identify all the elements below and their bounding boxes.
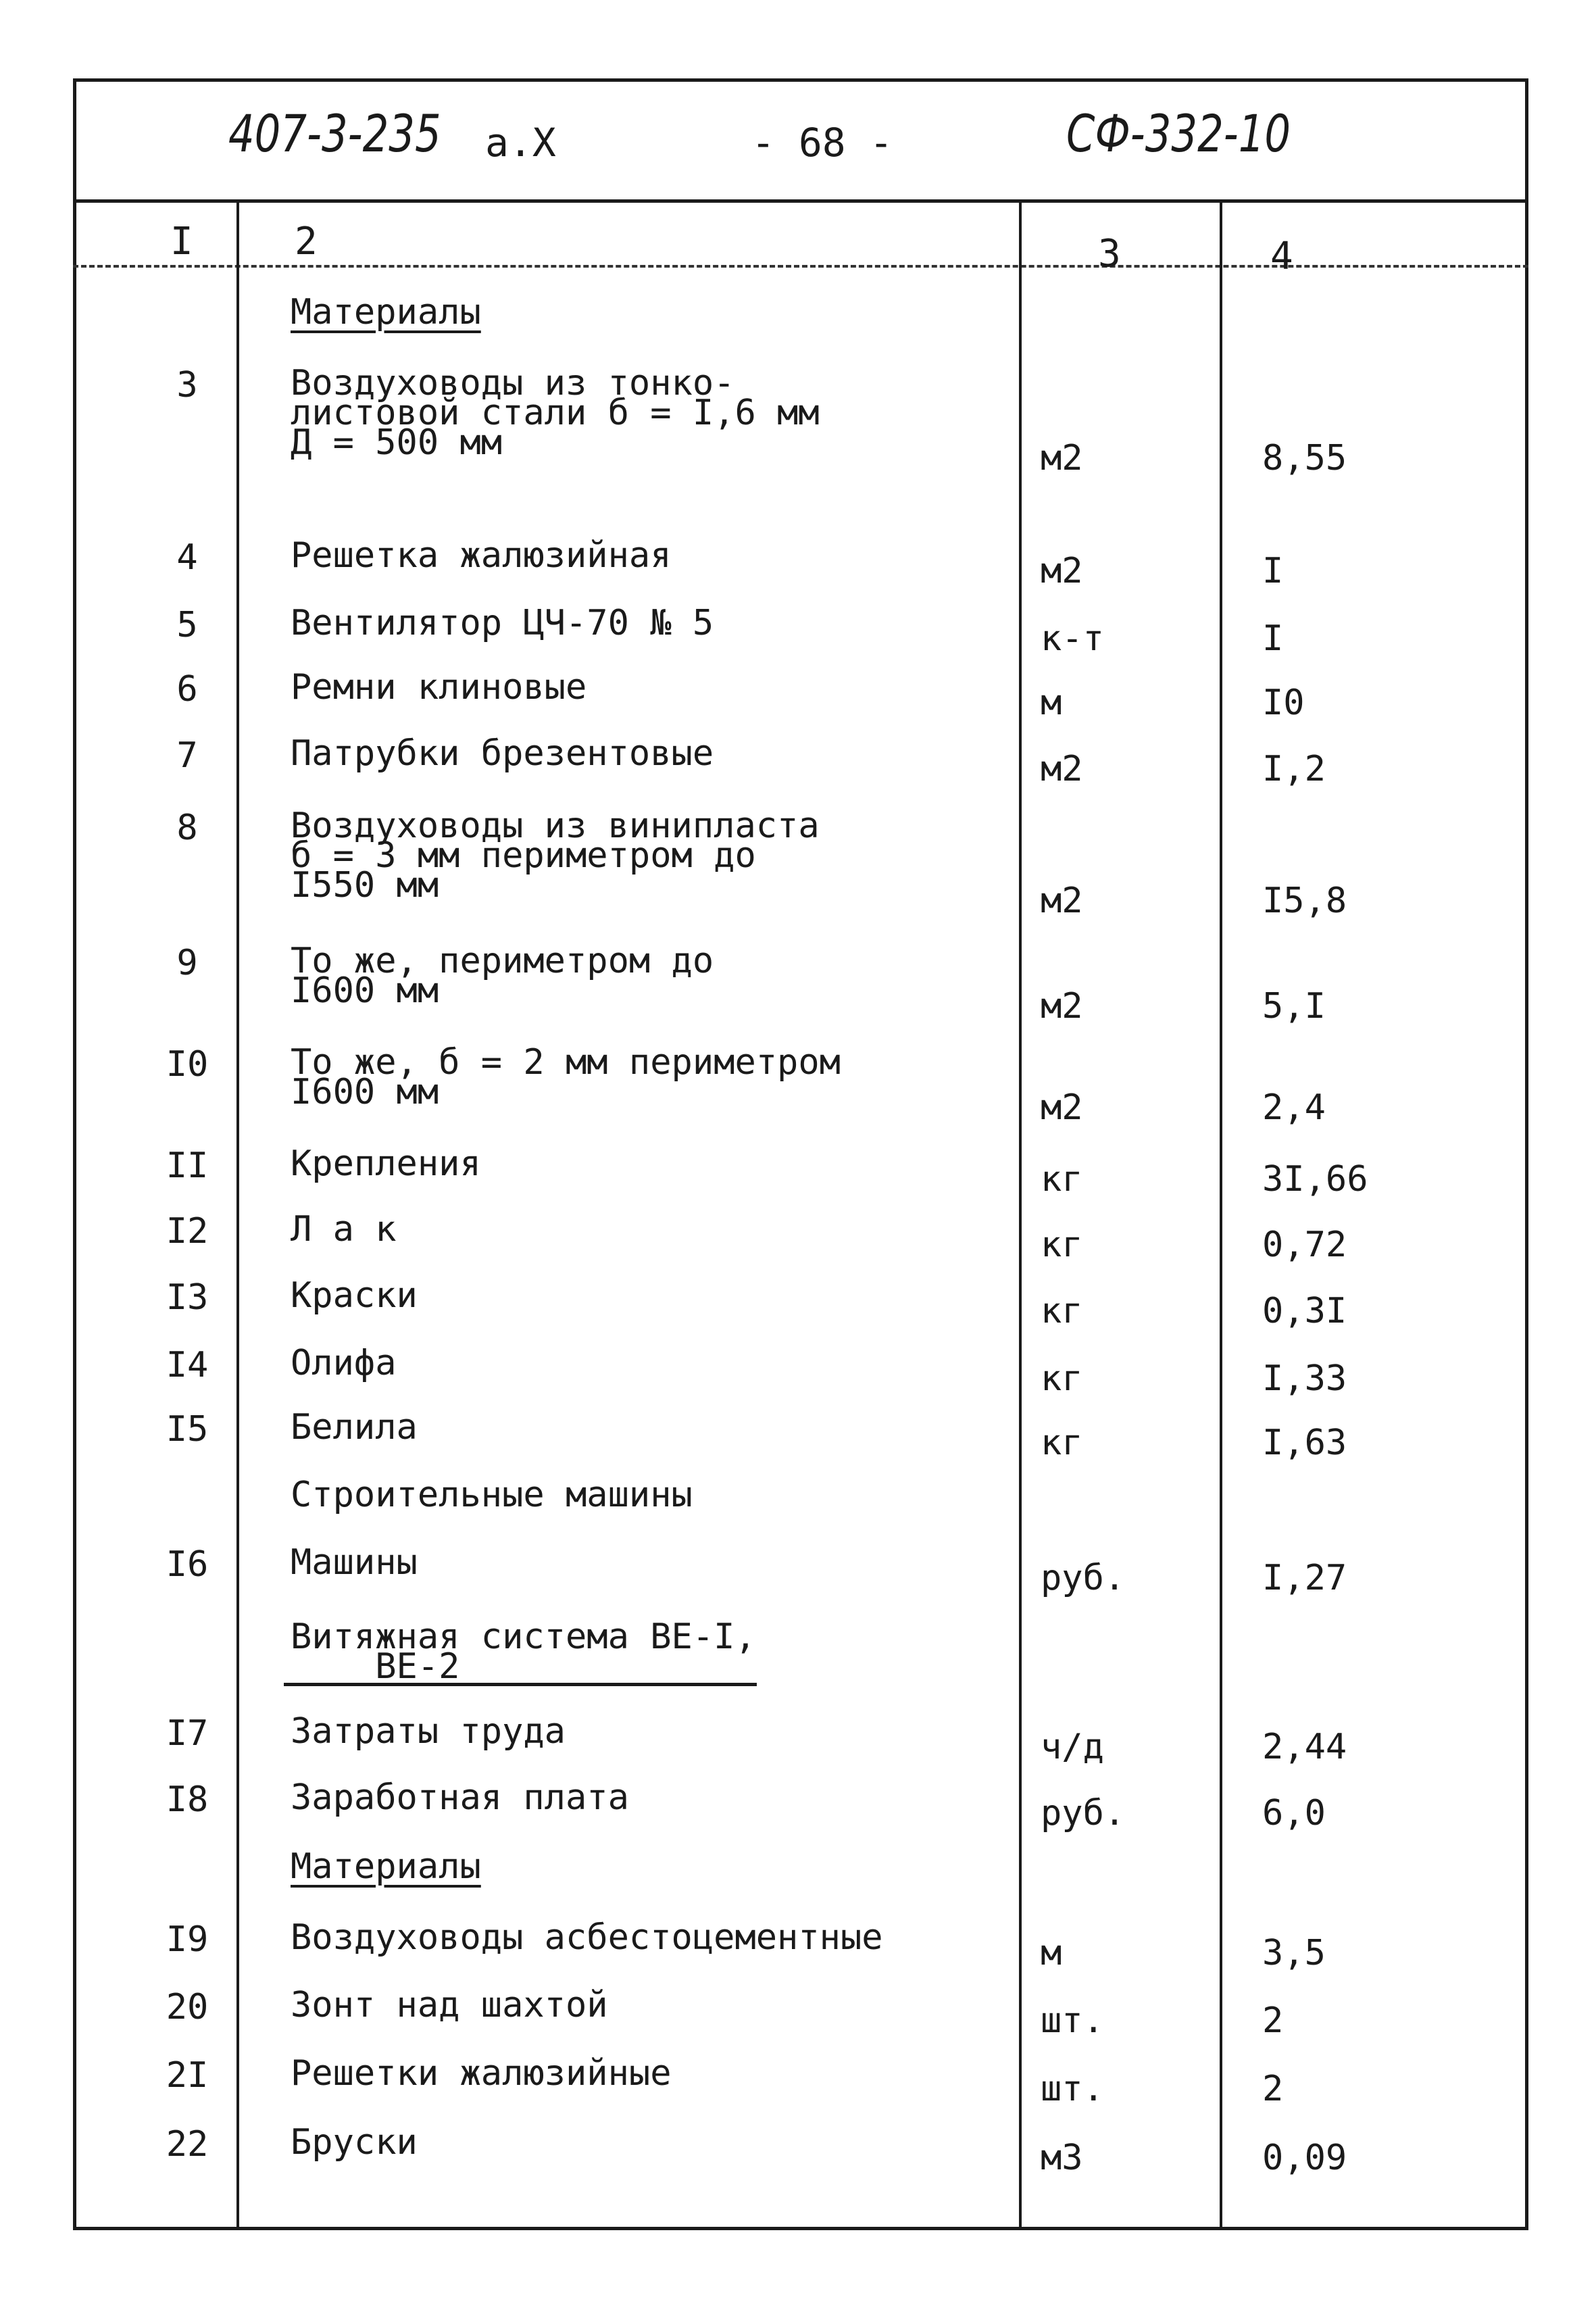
- album-label: а.X: [485, 120, 556, 166]
- column-divider-1: [236, 203, 239, 2227]
- item-name: Воздуховоды из винипласта б = 3 мм периметром до I550 мм: [291, 806, 820, 906]
- item-name: То же, б = 2 мм периметром I600 мм: [291, 1042, 841, 1112]
- item-name: Краски: [291, 1275, 418, 1316]
- item-unit: руб.: [1041, 1558, 1126, 1598]
- item-unit: кг: [1041, 1159, 1083, 1200]
- row-number: II: [166, 1146, 209, 1186]
- item-quantity: 3,5: [1262, 1933, 1326, 1973]
- item-unit: м: [1041, 1933, 1062, 1973]
- row-number: I3: [166, 1277, 209, 1318]
- page-number: - 68 -: [751, 120, 893, 166]
- item-unit: м2: [1041, 986, 1083, 1027]
- item-quantity: 2: [1262, 2000, 1284, 2041]
- item-name: Воздуховоды из тонко- листовой стали б = I,6 мм Д = 500 мм: [291, 363, 820, 463]
- column-header-name: 2: [295, 220, 318, 264]
- item-unit: кг: [1041, 1358, 1083, 1399]
- item-name: Олифа: [291, 1343, 397, 1383]
- item-unit: шт.: [1041, 2000, 1104, 2041]
- item-quantity: I: [1262, 551, 1284, 591]
- item-unit: шт.: [1041, 2069, 1104, 2109]
- item-quantity: 2,4: [1262, 1087, 1326, 1128]
- item-unit: м2: [1041, 438, 1083, 478]
- row-number: 5: [176, 605, 198, 645]
- item-name: Зонт над шахтой: [291, 1985, 608, 2025]
- row-number: I5: [166, 1409, 209, 1450]
- item-quantity: I5,8: [1262, 881, 1347, 921]
- item-quantity: 0,09: [1262, 2138, 1347, 2178]
- item-name: Крепления: [291, 1143, 481, 1184]
- item-unit: м2: [1041, 1087, 1083, 1128]
- item-quantity: I,2: [1262, 749, 1326, 789]
- row-number: I8: [166, 1779, 209, 1820]
- item-name: Белила: [291, 1407, 418, 1448]
- item-quantity: I0: [1262, 683, 1305, 723]
- item-name: Бруски: [291, 2122, 418, 2163]
- item-quantity: 0,3I: [1262, 1291, 1347, 1331]
- column-header-divider: [73, 265, 1528, 268]
- item-unit: руб.: [1041, 1793, 1126, 1833]
- sheet-code: СФ-332-10: [1066, 103, 1291, 164]
- item-name: Л а к: [291, 1209, 397, 1250]
- document-code: 407-3-235: [228, 103, 441, 164]
- section-heading: Материалы: [291, 292, 481, 333]
- column-header-quantity: 4: [1270, 235, 1293, 278]
- item-name: Заработная плата: [291, 1777, 629, 1818]
- item-unit: кг: [1041, 1423, 1083, 1463]
- item-unit: м2: [1041, 551, 1083, 591]
- item-unit: ч/д: [1041, 1727, 1104, 1767]
- item-quantity: 3I,66: [1262, 1159, 1368, 1200]
- column-header-number: I: [170, 220, 193, 264]
- item-quantity: 8,55: [1262, 438, 1347, 478]
- column-divider-3: [1220, 203, 1222, 2227]
- header-divider: [73, 199, 1528, 203]
- row-number: I6: [166, 1544, 209, 1585]
- section-heading: Строительные машины: [291, 1475, 693, 1515]
- item-name: То же, периметром до I600 мм: [291, 941, 714, 1011]
- item-quantity: I,63: [1262, 1423, 1347, 1463]
- row-number: I7: [166, 1713, 209, 1754]
- section-heading-underline: [284, 1683, 757, 1686]
- row-number: 7: [176, 735, 198, 776]
- item-unit: кг: [1041, 1291, 1083, 1331]
- section-heading: Материалы: [291, 1846, 481, 1887]
- item-name: Патрубки брезентовые: [291, 733, 714, 774]
- item-quantity: 2,44: [1262, 1727, 1347, 1767]
- row-number: I9: [166, 1919, 209, 1960]
- row-number: 4: [176, 537, 198, 578]
- column-header-unit: 3: [1098, 232, 1121, 276]
- item-name: Воздуховоды асбестоцементные: [291, 1917, 883, 1958]
- item-name: Машины: [291, 1542, 418, 1583]
- item-quantity: 5,I: [1262, 986, 1326, 1027]
- row-number: 22: [166, 2124, 209, 2165]
- item-unit: к-т: [1041, 618, 1104, 659]
- item-quantity: I: [1262, 618, 1284, 659]
- section-heading: Витяжная система ВЕ-I, ВЕ-2: [291, 1617, 756, 1687]
- item-unit: м2: [1041, 881, 1083, 921]
- item-unit: м3: [1041, 2138, 1083, 2178]
- item-quantity: I,33: [1262, 1358, 1347, 1399]
- row-number: I0: [166, 1044, 209, 1085]
- item-name: Затраты труда: [291, 1711, 566, 1752]
- item-name: Решетки жалюзийные: [291, 2053, 672, 2094]
- item-unit: м2: [1041, 749, 1083, 789]
- item-quantity: I,27: [1262, 1558, 1347, 1598]
- row-number: 3: [176, 365, 198, 405]
- item-name: Ремни клиновые: [291, 667, 587, 708]
- item-quantity: 0,72: [1262, 1225, 1347, 1265]
- item-unit: м: [1041, 683, 1062, 723]
- row-number: 20: [166, 1987, 209, 2027]
- row-number: I4: [166, 1345, 209, 1385]
- item-name: Вентилятор ЦЧ-70 № 5: [291, 603, 714, 643]
- row-number: 9: [176, 943, 198, 983]
- row-number: 8: [176, 808, 198, 848]
- row-number: 6: [176, 669, 198, 710]
- row-number: I2: [166, 1211, 209, 1252]
- column-divider-2: [1019, 203, 1022, 2227]
- item-name: Решетка жалюзийная: [291, 535, 672, 576]
- row-number: 2I: [166, 2055, 209, 2096]
- item-quantity: 6,0: [1262, 1793, 1326, 1833]
- item-unit: кг: [1041, 1225, 1083, 1265]
- item-quantity: 2: [1262, 2069, 1284, 2109]
